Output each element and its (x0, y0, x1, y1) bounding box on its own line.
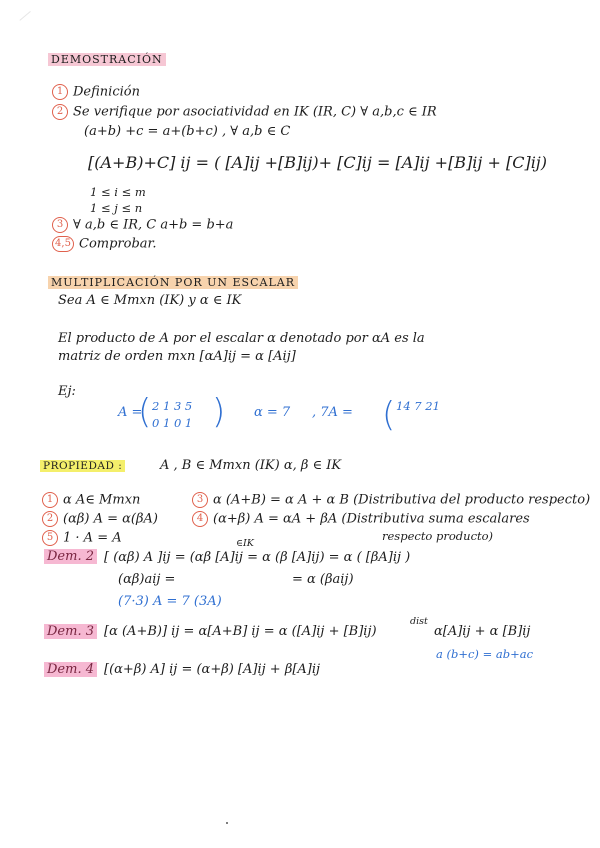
propiedad-header: A , B ∈ Mmxn (IK) α, β ∈ IK (160, 458, 342, 473)
item-number-badge: 1 (42, 492, 58, 508)
dem-3-label: Dem. 3 (44, 624, 97, 640)
matrix-left-paren: ( (138, 392, 152, 432)
dem-2-line-1: [ (αβ) A ]ij = (αβ [A]ij = α (β [A]ij) = α ( [βA]ij ) (104, 550, 411, 565)
section-title-demostracion: DEMOSTRACIÓN (48, 52, 166, 68)
asociatividad-formula: [(A+B)+C] ij = ( [A]ij +[B]ij)+ [C]ij = [A]ij +[B]ij + [C]ij) (88, 153, 548, 172)
dem-3-dist: dist (410, 616, 428, 627)
page-corner-mark (19, 11, 38, 30)
section-title-multiplicacion: MULTIPLICACIÓN POR UN ESCALAR (48, 275, 298, 291)
example-label: Ej: (58, 384, 76, 399)
index-condition-j: 1 ≤ j ≤ n (90, 201, 143, 215)
item-number-badge: 2 (42, 511, 58, 527)
dem-2-line-2a: (αβ)aij = (118, 572, 176, 587)
result-matrix-row-1: 14 7 21 (396, 399, 440, 413)
section-title-propiedad: PROPIEDAD : (40, 458, 125, 474)
item-number-badge: 3 (192, 492, 208, 508)
property-4-note: respecto producto) (382, 529, 494, 543)
item-number-badge: 2 (52, 104, 68, 120)
matrix-a-label: A = (118, 405, 143, 420)
dem-2-example: (7·3) A = 7 (3A) (118, 594, 222, 609)
dem-4-label: Dem. 4 (44, 662, 97, 678)
item-45-comprobar: 4,5 Comprobar. (52, 236, 156, 253)
property-2: 2 (αβ) A = α(βA) (42, 511, 158, 528)
multiplicacion-definition-1: El producto de A por el escalar α denotado por αA es la (58, 331, 425, 346)
dem-3-line: [α (A+B)] ij = α[A+B] ij = α ([A]ij + [B]ij) (104, 624, 377, 639)
seven-a-label: , 7A = (312, 405, 353, 420)
dem-3-note: a (b+c) = ab+ac (436, 647, 534, 661)
matrix-a-row-2: 0 1 0 1 (152, 416, 193, 430)
dem-2-eik: ∈IK (236, 538, 254, 549)
ink-dot (226, 822, 228, 824)
item-number-badge: 5 (42, 530, 58, 546)
item-1-definicion: 1 Definición (52, 84, 140, 101)
item-number-badge: 3 (52, 217, 68, 233)
item-2-asociatividad: 2 Se verifique por asociatividad en IK (IR, C) ∀ a,b,c ∈ IR (52, 104, 437, 121)
index-condition-i: 1 ≤ i ≤ m (90, 185, 146, 199)
dem-2-label: Dem. 2 (44, 549, 97, 565)
result-left-paren: ( (382, 395, 396, 435)
property-1: 1 α A∈ Mmxn (42, 492, 140, 509)
dem-4-line: [(α+β) A] ij = (α+β) [A]ij + β[A]ij (104, 662, 321, 677)
item-3-conmutatividad: 3 ∀ a,b ∈ IR, C a+b = b+a (52, 217, 233, 234)
matrix-right-paren: ) (212, 392, 226, 432)
item-number-badge: 1 (52, 84, 68, 100)
dem-2-line-2b: = α (βaij) (292, 572, 354, 587)
property-3: 3 α (A+B) = α A + α B (Distributiva del producto respecto) (192, 492, 590, 509)
property-5: 5 1 · A = A (42, 530, 122, 547)
property-4: 4 (α+β) A = αA + βA (Distributiva suma escalares (192, 511, 530, 528)
alpha-value: α = 7 (254, 405, 291, 420)
dem-3-result: α[A]ij + α [B]ij (434, 624, 531, 639)
multiplicacion-definition-2: matriz de orden mxn [αA]ij = α [Aij] (58, 349, 296, 364)
multiplicacion-sea: Sea A ∈ Mmxn (IK) y α ∈ IK (58, 293, 242, 308)
item-number-badge: 4,5 (52, 236, 74, 252)
matrix-a-row-1: 2 1 3 5 (152, 399, 193, 413)
asociatividad-scalar: (a+b) +c = a+(b+c) , ∀ a,b ∈ C (84, 124, 291, 139)
item-number-badge: 4 (192, 511, 208, 527)
